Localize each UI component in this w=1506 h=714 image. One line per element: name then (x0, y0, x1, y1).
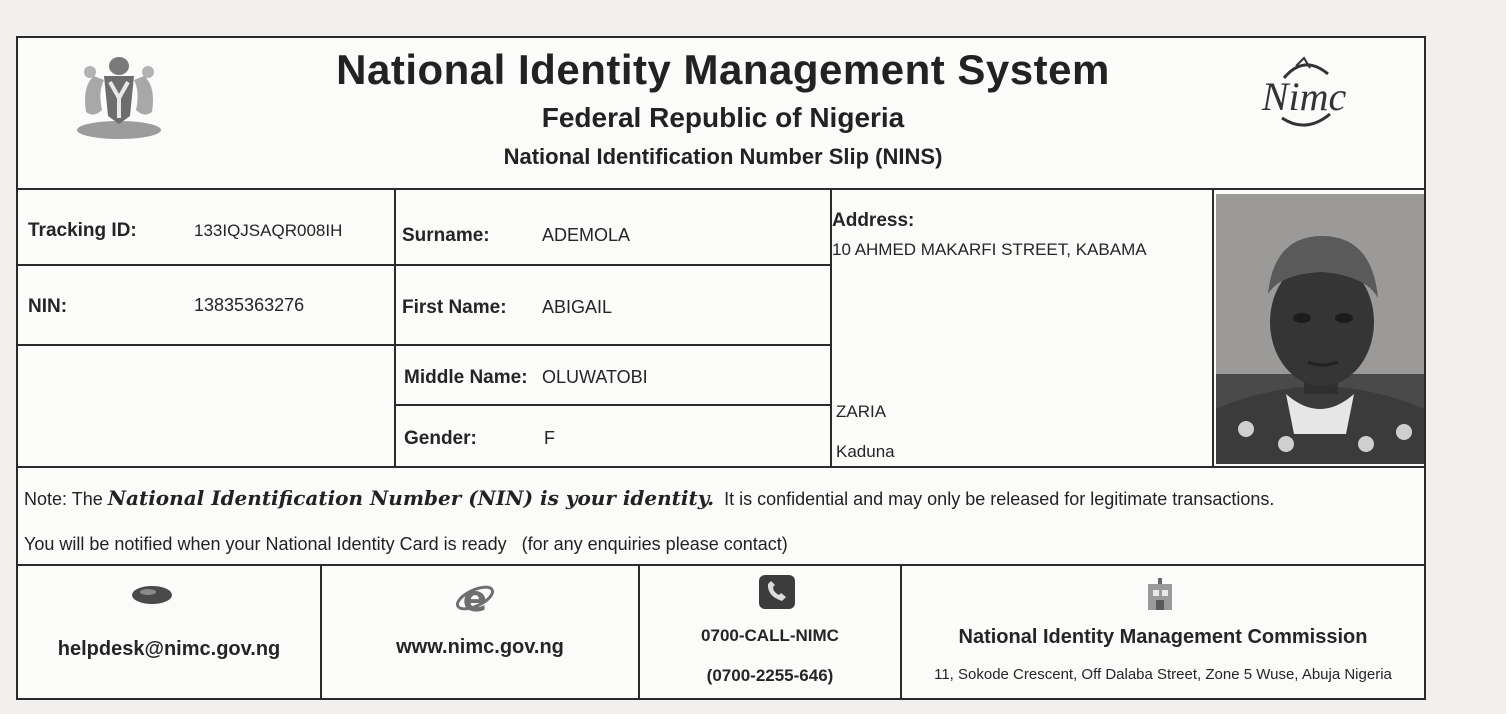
note-line2: You will be notified when your National Identity Card is ready (for any enquiries please contact) (24, 534, 788, 554)
internet-explorer-icon (454, 578, 496, 621)
divider (394, 188, 396, 466)
nimc-logo (1244, 52, 1364, 132)
building-icon (1144, 578, 1176, 617)
phone-icon (758, 574, 796, 615)
gender-label: Gender: (404, 428, 477, 449)
note-suffix: It is confidential and may only be released for legitimate transactions. (724, 489, 1275, 509)
nin-slip (16, 36, 1426, 700)
middle-name-label: Middle Name: (404, 367, 528, 388)
page-title: National Identity Management System (336, 46, 1110, 93)
address-state: Kaduna (836, 442, 895, 461)
divider (396, 264, 830, 266)
helpdesk-email-link[interactable]: helpdesk@nimc.gov.ng (57, 638, 281, 660)
phone-line2: (0700-2255-646) (706, 666, 834, 685)
divider (18, 264, 396, 266)
address-line1: 10 AHMED MAKARFI STREET, KABAMA (832, 240, 1147, 259)
divider (320, 564, 322, 700)
website-link[interactable]: www.nimc.gov.ng (396, 636, 564, 658)
divider (396, 404, 830, 406)
divider (396, 344, 830, 346)
first-name-label: First Name: (402, 297, 507, 318)
divider (18, 344, 396, 346)
mouse-icon (130, 582, 174, 611)
divider (18, 466, 1424, 468)
surname-value: ADEMOLA (542, 225, 631, 245)
slip-title: National Identification Number Slip (NINS) (503, 144, 943, 169)
divider (18, 564, 1424, 566)
middle-name-value: OLUWATOBI (542, 367, 648, 387)
holder-photo (1216, 194, 1424, 464)
nin-value: 13835363276 (194, 295, 305, 315)
phone-line1: 0700-CALL-NIMC (701, 626, 839, 645)
tracking-id-value: 133IQJSAQR008IH (194, 221, 343, 240)
note-prefix: Note: The (24, 489, 103, 509)
divider (1212, 188, 1214, 466)
tracking-id-label: Tracking ID: (28, 220, 137, 241)
org-address: 11, Sokode Crescent, Off Dalaba Street, Zone 5 Wuse, Abuja Nigeria (934, 666, 1392, 683)
nimc-logo-text: Nimc (1261, 74, 1347, 119)
nin-label: NIN: (28, 296, 68, 317)
svg-text:e: e (462, 579, 488, 616)
note-emphasis: National Identification Number (NIN) is your identity. (107, 486, 715, 510)
note-line1 (24, 486, 1274, 510)
address-label: Address: (832, 210, 915, 231)
surname-label: Surname: (402, 225, 490, 246)
address-town: ZARIA (836, 402, 887, 421)
page-subtitle: Federal Republic of Nigeria (541, 102, 905, 133)
first-name-value: ABIGAIL (542, 297, 613, 317)
gender-value: F (544, 428, 555, 448)
org-name: National Identity Management Commission (958, 626, 1368, 648)
